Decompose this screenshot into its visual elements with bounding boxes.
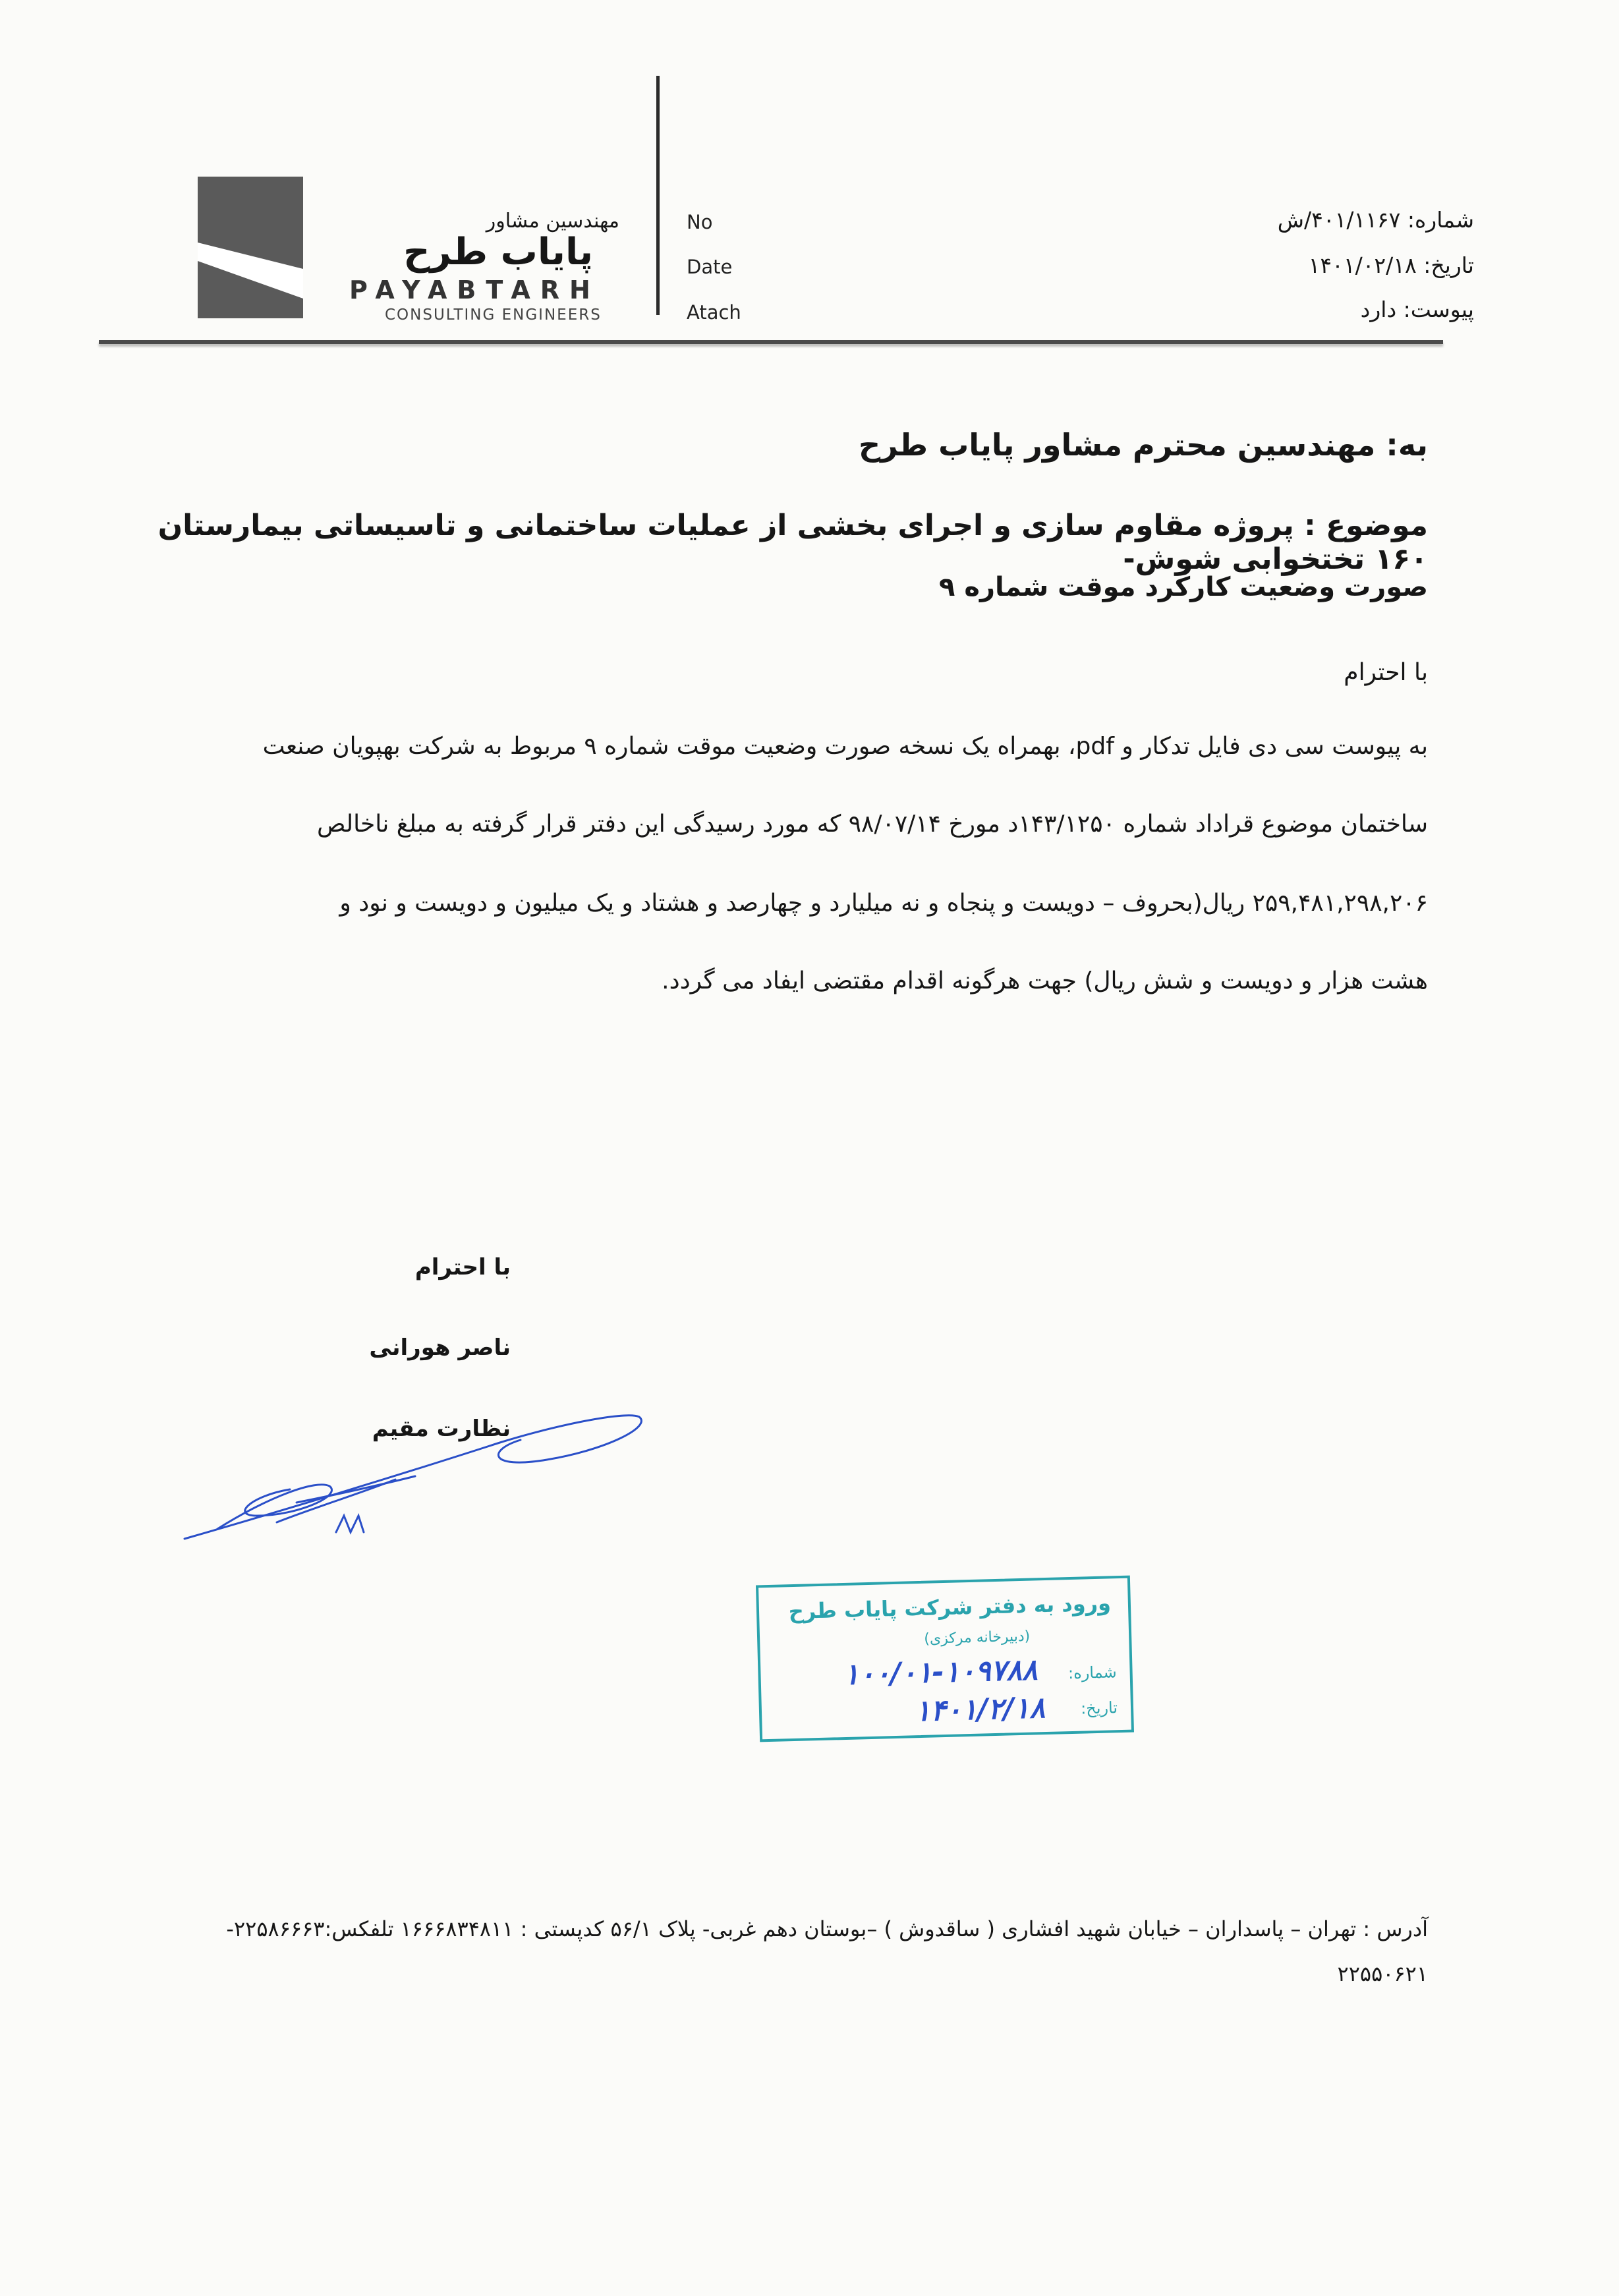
stamp-number-value: ۱۰۰/۰۱-۱۰۹۷۸۸ [843,1653,1038,1692]
receipt-stamp [756,1576,1134,1742]
signer-title: نظارت مقیم [372,1416,511,1442]
signer-name: ناصر هورانی [369,1335,511,1361]
label-no: No [687,211,713,233]
subject-line: موضوع : پروژه مقاوم سازی و اجرای بخشی از عملیات ساختمانی و تاسیساتی بیمارستان ۱۶۰ تختخوابی شوش- [157,509,1428,576]
subject-line-2: صورت وضعیت کارکرد موقت شماره ۹ [939,572,1428,602]
header-divider [99,340,1443,344]
header-vertical-divider [656,76,660,315]
closing: با احترام [414,1254,511,1280]
recipient-line: به: مهندسین محترم مشاور پایاب طرح [858,427,1428,463]
label-attach: Atach [687,301,741,324]
label-date: Date [687,256,733,278]
logo-persian-subtitle: مهندسین مشاور [486,210,619,233]
logo-persian-name: پایاب طرح [403,231,593,273]
footer-phone: ۲۲۵۵۰۶۲۱ [1337,1961,1428,1986]
logo-english-name: PAYABTARH [349,275,600,304]
body-line-1: به پیوست سی دی فایل تدکار و pdf، بهمراه یک نسخه صورت وضعیت موقت شماره ۹ مربوط به شرکت بهپویان صنعت [262,733,1428,760]
footer-address: آدرس : تهران – پاسداران – خیابان شهید افشاری ( ساقدوش ) –بوستان دهم غربی- پلاک ۵۶/۱ کدپستی : ۱۶۶۶۸۳۴۸۱۱ تلفکس:۲۲۵۸۶۶۶۳- [226,1916,1428,1941]
stamp-number-label: شماره: [1067,1663,1117,1683]
handwritten-signature [178,1397,652,1555]
stamp-date-value: ۱۴۰۱/۲/۱۸ [914,1691,1046,1729]
letter-date: تاریخ: ۱۴۰۱/۰۲/۱۸ [1308,252,1474,278]
body-line-2: ساختمان موضوع قراداد شماره ۱۴۳/۱۲۵۰د مورخ ۹۸/۰۷/۱۴ که مورد رسیدگی این دفتر قرار گرفته به مبلغ ناخالص [317,811,1428,838]
company-logo-mark [198,177,303,318]
letter-number: شماره: ۴۰۱/۱۱۶۷/ش [1277,207,1474,233]
letter-attachment: پیوست: دارد [1360,297,1474,322]
greeting: با احترام [1344,659,1428,686]
logo-english-subtitle: CONSULTING ENGINEERS [385,306,602,324]
body-line-4: هشت هزار و دویست و شش ریال) جهت هرگونه اقدام مقتضی ایفاد می گردد. [662,967,1428,994]
body-line-3: ۲۵۹,۴۸۱,۲۹۸,۲۰۶ ریال(بحروف – دویست و پنجاه و نه میلیارد و چهارصد و هشتاد و یک میلیون و دویست و نود و [339,890,1428,917]
stamp-subtitle: (دبیرخانه مرکزی) [924,1628,1031,1648]
stamp-title: ورود به دفتر شرکت پایاب طرح [788,1590,1112,1624]
logo-stripe-icon [198,177,303,318]
stamp-date-label: تاریخ: [1080,1698,1118,1718]
